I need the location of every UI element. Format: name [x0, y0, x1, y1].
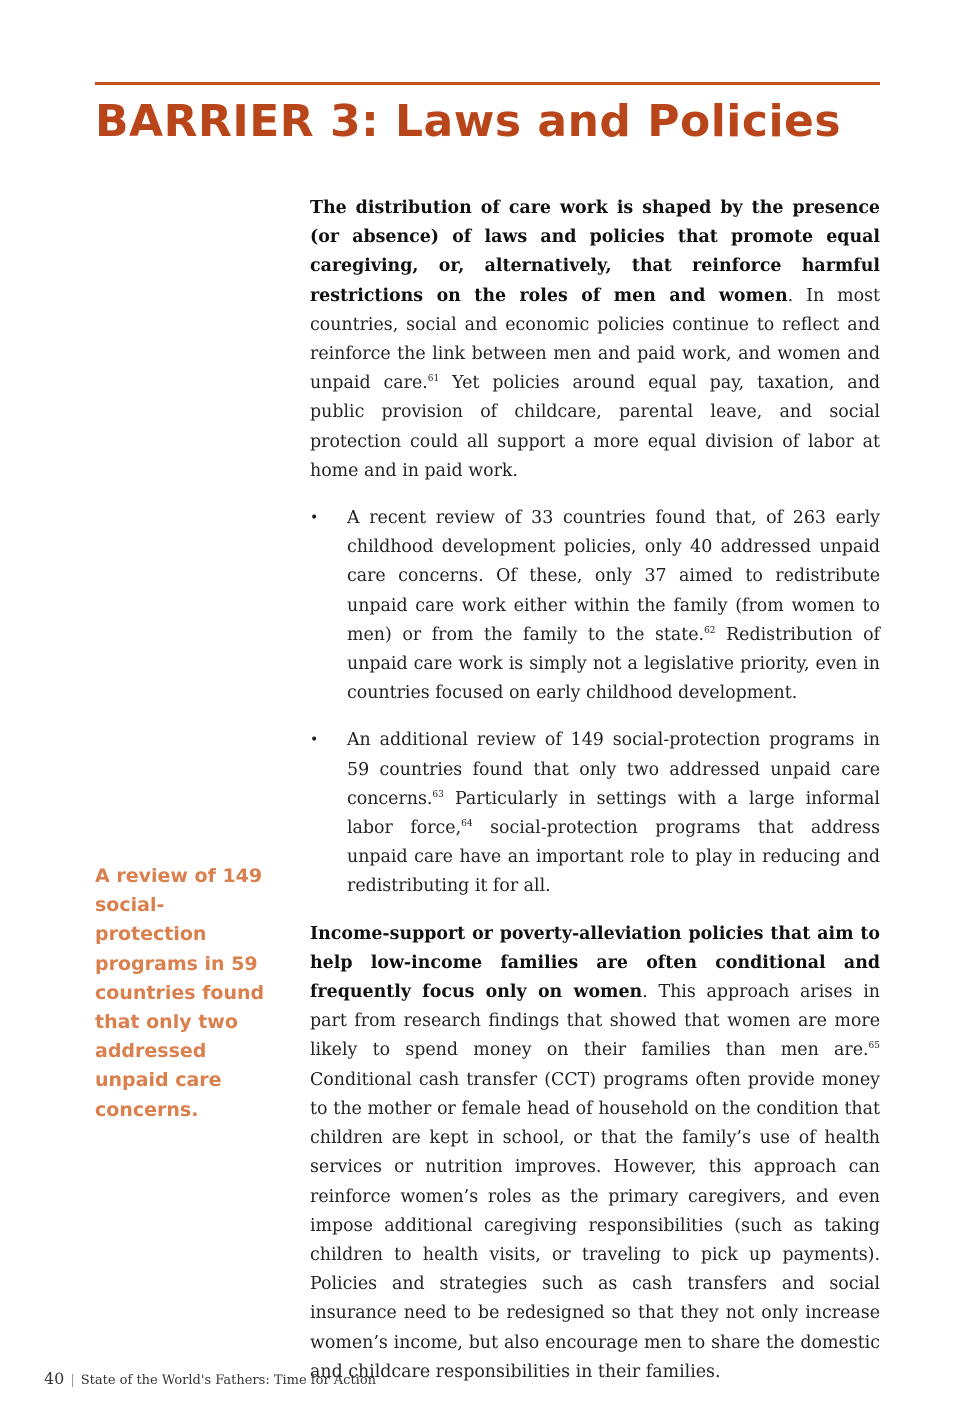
bullet-list [310, 504, 880, 902]
bullet-text-cont: Particularly in settings with a large informal labor force, [347, 788, 880, 839]
income-text: . This approach arises in part from research findings that showed that women are more likely to spend money on their families than men are. [310, 982, 880, 1061]
publication-title: State of the World's Fathers: Time for Action [80, 1373, 377, 1388]
top-rule [95, 82, 880, 85]
income-paragraph [310, 920, 880, 1387]
footnote-ref: 61 [427, 374, 440, 385]
bullet-item [310, 504, 880, 708]
bullet-icon: • [310, 732, 319, 749]
intro-paragraph [310, 194, 880, 486]
income-lead-bold: Income-support or poverty-alleviation policies that aim to help low-income families are often conditional and frequently focus only on women [310, 923, 880, 1003]
bullet-text-cont: Redistribution of unpaid care work is simply not a legislative priority, even in countries focused on early childhood development. [347, 624, 880, 704]
footnote-ref: 64 [461, 819, 473, 830]
page-footer [44, 1367, 376, 1393]
pull-quote: A review of 149 social-protection programs in 59 countries found that only two addressed unpaid care concerns. [95, 865, 265, 1121]
page-number: 40 [44, 1369, 65, 1388]
intro-text: . In most countries, social and economic policies continue to reflect and reinforce the link between men and paid work, and women and unpaid care. [310, 285, 880, 394]
bullet-item [310, 726, 880, 901]
body-column [310, 194, 880, 1405]
bullet-text: A recent review of 33 countries found that, of 263 early childhood development policies, only 40 addressed unpaid care concerns. Of these, only 37 aimed to redistribute unpaid care work either within the family (from women to men) or from the family to the state. [347, 508, 880, 645]
bullet-text-end: social-protection programs that address unpaid care have an important role to play in reducing and redistributing it for all. [347, 818, 880, 897]
intro-text-cont: Yet policies around equal pay, taxation, and public provision of childcare, parental leave, and social protection could all support a more equal division of labor at home and in paid work. [310, 373, 881, 481]
bullet-text: An additional review of 149 social-protection programs in 59 countries found that only two addressed unpaid care concerns. [347, 730, 880, 809]
footnote-ref: 65 [868, 1041, 880, 1052]
footer-separator: | [70, 1373, 75, 1388]
page-title: BARRIER 3: Laws and Policies [95, 96, 842, 147]
footnote-ref: 63 [432, 789, 444, 800]
intro-lead-bold: The distribution of care work is shaped by the presence (or absence) of laws and policies that promote equal caregiving, or, alternatively, that reinforce harmful restrictions on the roles of men and women [310, 198, 880, 306]
footnote-ref: 62 [704, 625, 716, 636]
bullet-icon: • [310, 510, 319, 527]
income-text-cont: Conditional cash transfer (CCT) programs often provide money to the mother or female head of household on the condition that children are kept in school, or that the family’s use of health services or nutrition improves. However, this approach can reinforce women’s roles as the primary caregivers, and even impose additional caregiving responsibilities (such as taking children to health visits, or traveling to pick up payments). Policies and strategies such as cash transfers and social insurance need to be redesigned so that they not only increase women’s income, but also encourage men to share the domestic and childcare responsibilities in their families. [310, 1069, 880, 1382]
